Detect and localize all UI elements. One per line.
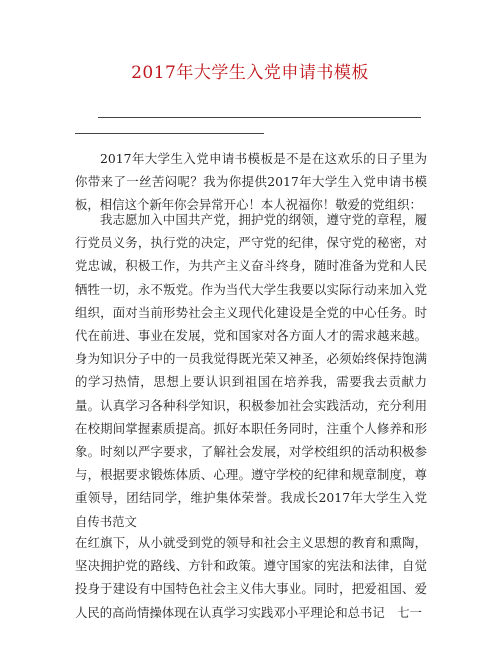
underline-rule-1 — [98, 117, 421, 118]
closing-paragraph: 在红旗下，从小就受到党的领导和社会主义思想的教育和熏陶，坚决拥护党的路线、方针和政策。遵守国家的宪法和法律，自觉投身于建设有中国特色社会主义伟大事业。同时，把爱祖国、爱人民的高尚情操体现在认真学习实践邓小平理论和总书记 七一 — [75, 535, 427, 620]
intro-paragraph: 2017年大学生入党申请书模板是不是在这欢乐的日子里为你带来了一丝苦闷呢？我为你提供2017年大学生入党申请书模板，相信这个新年你会异常开心！本人祝福你！敬爱的党组织： — [75, 151, 427, 213]
document-title: 2017年大学生入党申请书模板 — [131, 63, 369, 83]
body-paragraph: 我志愿加入中国共产党，拥护党的纲领，遵守党的章程，履行党员义务，执行党的决定，严守党的纪律，保守党的秘密，对党忠诚，积极工作，为共产主义奋斗终身，随时准备为党和人民牺牲一切，永不叛党。作为当代大学生我要以实际行动来加入党组织，面对当前形势社会主义现代化建设是全党的中心任务。时代在前进、事业在发展，党和国家对各方面人才的需求越来越。身为知识分子中的一员我觉得既光荣又神圣，必须始终保持饱满的学习热情，思想上要认识到祖国在培养我，需要我去贡献力量。认真学习各种科学知识，积极参加社会实践活动，充分利用在校期间掌握素质提高。抓好本职任务同时，注重个人修养和形象。时刻以严字要求，了解社会发展，对学校组织的活动积极参与，根据要求锻炼体质、心理。遵守学校的纪律和规章制度，尊重领导，团结同学，维护集体荣誉。我成长2017年大学生入党自传书范文 — [75, 212, 427, 529]
underline-rule-2 — [75, 133, 264, 134]
